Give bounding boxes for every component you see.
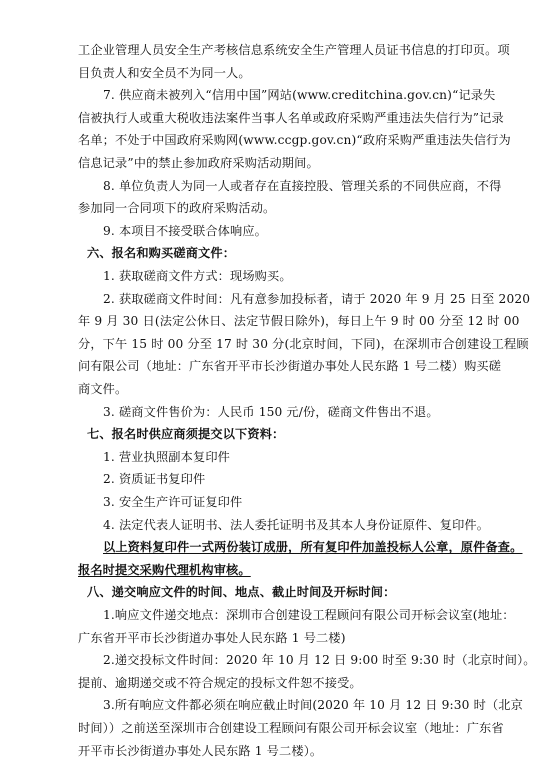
section-heading: 八、递交响应文件的时间、地点、截止时间及开标时间： — [87, 585, 396, 600]
section-heading: 六、报名和购买磋商文件： — [87, 246, 236, 261]
text-line: 参加同一合同项下的政府采购活动。 — [78, 201, 276, 216]
text-line: 4. 法定代表人证明书、法人委托证明书及其本人身份证原件、复印件。 — [103, 517, 490, 532]
text-line: 商文件。 — [78, 382, 128, 396]
section-heading: 七、报名时供应商须提交以下资料： — [87, 427, 285, 442]
text-line: 分，下午 15 时 00 分至 17 时 30 分(北京时间，下同)，在深圳市合创建设工程顾 — [78, 336, 529, 351]
emphasized-note: 以上资料复印件一式两份装订成册，所有复印件加盖投标人公章，原件备查。 — [103, 540, 523, 555]
text-line: 时间））之前送至深圳市合创建设工程顾问有限公司开标会议室（地址：广东省 — [78, 721, 504, 735]
text-line: 1. 获取磋商文件方式：现场购买。 — [103, 269, 292, 283]
text-line: 7. 供应商未被列入“信用中国”网站(www.creditchina.gov.cn)“记录失 — [103, 88, 496, 103]
text-line: 名单；不处于中国政府采购网(www.ccgp.gov.cn)“政府采购严重违法失信行为 — [78, 133, 511, 148]
text-line: 问有限公司（地址：广东省开平市长沙街道办事处人民东路 1 号二楼）购买磋 — [78, 359, 502, 374]
text-line: 8. 单位负责人为同一人或者存在直接控股、管理关系的不同供应商，不得 — [103, 178, 502, 193]
text-line: 9. 本项目不接受联合体响应。 — [103, 223, 268, 238]
text-line: 3. 安全生产许可证复印件 — [103, 495, 243, 509]
text-line: 2. 获取磋商文件时间：凡有意参加投标者，请于 2020 年 9 月 25 日至 2020 — [103, 291, 531, 306]
text-line: 3.所有响应文件都必须在响应截止时间(2020 年 10 月 12 日 9:30 时（北京 — [103, 698, 523, 713]
text-line: 2.递交投标文件时间：2020 年 10 月 12 日 9:00 时至 9:30 时（北京时间）。 — [103, 653, 536, 668]
text-line: 信被执行人或重大税收违法案件当事人名单或政府采购严重违法失信行为”记录 — [78, 110, 504, 125]
text-line: 信息记录”中的禁止参加政府采购活动期间。 — [78, 156, 319, 170]
text-line: 目负责人和安全员不为同一人。 — [78, 65, 251, 80]
text-line: 开平市长沙街道办事处人民东路 1 号二楼）。 — [78, 743, 323, 758]
text-line: 工企业管理人员安全生产考核信息系统安全生产管理人员证书信息的打印页。项 — [78, 43, 510, 57]
text-line: 1.响应文件递交地点：深圳市合创建设工程顾问有限公司开标会议室(地址： — [103, 608, 515, 622]
emphasized-note: 报名时提交采购代理机构审核。 — [78, 562, 251, 577]
text-line: 3. 磋商文件售价为：人民币 150 元/份，磋商文件售出不退。 — [103, 404, 439, 419]
text-line: 2. 资质证书复印件 — [103, 472, 206, 487]
text-line: 1. 营业执照副本复印件 — [103, 449, 230, 464]
text-line: 广东省开平市长沙街道办事处人民东路 1 号二楼) — [78, 630, 346, 645]
text-line: 年 9 月 30 日(法定公休日、法定节假日除外)，每日上午 9 时 00 分至 12 时 00 — [78, 314, 520, 329]
text-line: 提前、逾期递交或不符合规定的投标文件恕不接受。 — [78, 675, 362, 690]
